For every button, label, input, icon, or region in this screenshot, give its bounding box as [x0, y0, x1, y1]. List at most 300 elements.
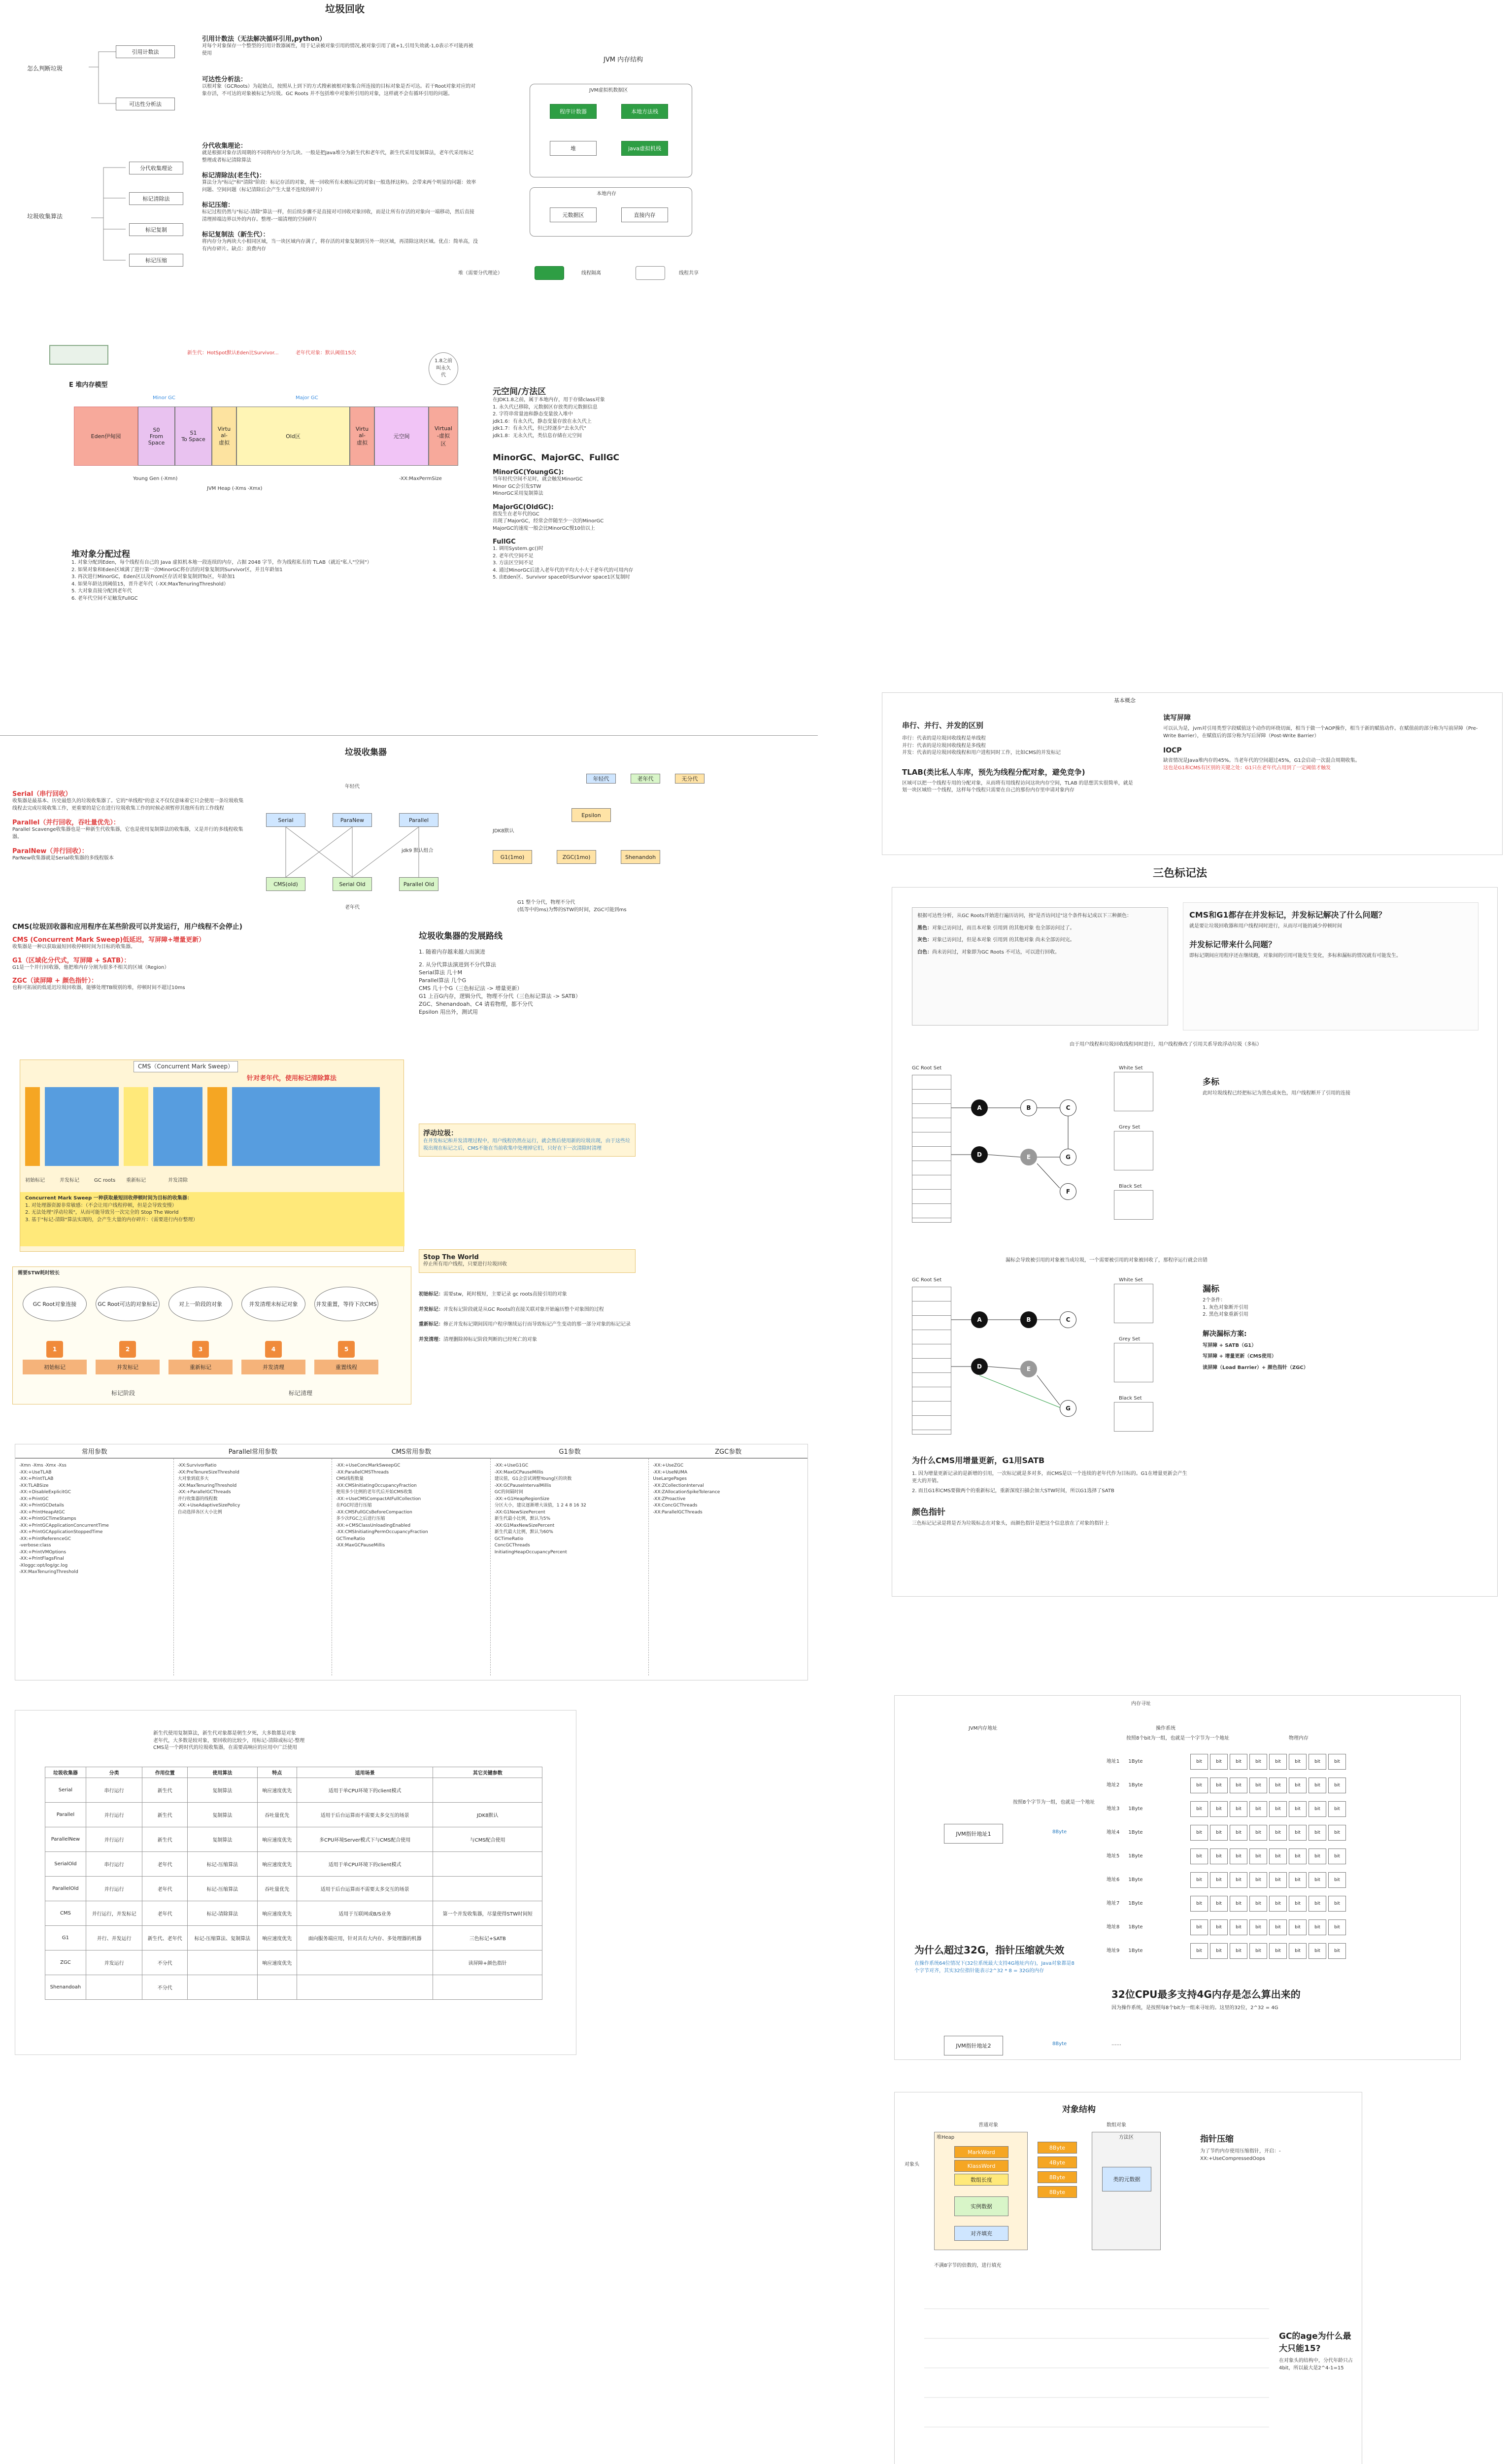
grey-set-box-2 [1114, 1343, 1153, 1382]
step-label-5: 重置线程 [314, 1360, 378, 1374]
mark-copy-box: 标记复制 [129, 223, 183, 236]
param-item: CMS线程数量 [336, 1476, 364, 1481]
jvm-legend-isolated: 线程隔离 [581, 271, 601, 276]
meta-section [493, 384, 769, 582]
table-cell: 并行运行 [86, 1827, 142, 1851]
bit-cell: bit [1190, 1943, 1208, 1959]
mark-phase-label: 标记阶段 [111, 1390, 135, 1397]
table-row [45, 1950, 542, 1975]
param-item: -XX:+UseNUMA [653, 1470, 688, 1475]
bit-cell: bit [1230, 1825, 1247, 1841]
table-cell: CMS [45, 1901, 86, 1925]
bit-cell: bit [1249, 1848, 1267, 1864]
meta-line-5: jdk1.7：有永久代，但已经逐步"去永久代" [493, 426, 587, 431]
jvm-ptr-2: JVM指针地址2 [944, 2036, 1003, 2055]
param-item: -XX:+PrintGCDetails [19, 1503, 64, 1508]
address-row [1107, 1892, 1161, 1916]
table-cell [297, 1975, 433, 1999]
leak-text [1203, 1282, 1478, 1371]
multi-mark-desc: 此时垃圾线程已经把标记为黑色或灰色，用户线程断开了引用的连接 [1203, 1091, 1350, 1096]
node-C: C [1060, 1099, 1076, 1116]
param-item: 建议值，G1会尝试调整Young区的块数 [494, 1476, 572, 1481]
table-row [45, 1901, 542, 1925]
legend-isolated-swatch [535, 266, 564, 280]
tricolor-def-box [912, 907, 1168, 1026]
graph-multi [912, 1065, 1188, 1242]
judge-label: 怎么判断垃圾 [27, 65, 63, 72]
basic-parallel: 并行：代表的是垃圾回收线程是多线程 [902, 743, 986, 749]
detail-2-head: 并发标记： [419, 1306, 443, 1312]
legend-shared-swatch [636, 266, 665, 280]
address-row [1107, 1750, 1161, 1774]
stw-heading: Stop The World [423, 1254, 479, 1261]
table-cell: 复制算法 [187, 1827, 257, 1851]
bit-cell: bit [1328, 1801, 1346, 1817]
th-position: 作用位置 [142, 1767, 187, 1778]
table-row [45, 1827, 542, 1851]
bit-cell: bit [1289, 1943, 1307, 1959]
object-structure-card [894, 2092, 1362, 2464]
fullgc-5: 5. 由Eden区、Survivor space0向Survivor space1区复制时 [493, 575, 630, 580]
native-mem-area [530, 187, 692, 237]
summary-table-card [15, 1710, 576, 2055]
node-C2: C [1060, 1311, 1076, 1328]
black-set-box-2 [1114, 1402, 1153, 1432]
table-cell: JDK8默认 [433, 1802, 542, 1827]
table-cell: 响应速度优先 [257, 1901, 297, 1925]
why-satb-heading: 为什么CMS用增量更新，G1用SATB [912, 1456, 1045, 1465]
majorgc-label: Major GC [296, 395, 318, 401]
step-bubble-5: 并发重置，等待下次CMS [314, 1287, 378, 1321]
cms-diagram-title: CMS（Concurrent Mark Sweep） [134, 1061, 238, 1072]
step-label-3: 重新标记 [168, 1360, 233, 1374]
why-satb-1: 1. 因为增量更新记录的是新增的引用，一次标记就是多对多，而CMS是以一个连续的老年代作为目标的。G1在增量更新会产生更大的开销。 [912, 1471, 1187, 1484]
tricolor-intro: 根据可达性分析，从GC Roots开始进行遍历访问，按"是否访问过"这个条件标记成以下三种颜色： [917, 913, 1132, 919]
refcount-desc: 对每个对象保存一个整型的引用计数器属性，用于记录被对象引用的情况,被对象引用了就+1,引用失效就-1,0表示不可能再被使用 [202, 43, 473, 56]
bit-cell: bit [1210, 1825, 1228, 1841]
leak-solution-heading: 解决漏标方案: [1203, 1330, 1247, 1338]
address-row [1107, 1916, 1161, 1939]
gray-label: 灰色： [917, 937, 932, 943]
klassword-box: KlassWord [954, 2160, 1008, 2172]
param-item: -XX:+PrintGCTimeStamps [19, 1516, 76, 1521]
young-gen-title: 年轻代 [345, 784, 360, 789]
mark-compact-box: 标记压缩 [129, 254, 183, 267]
param-item: -XX:MaxTenuringThreshold [19, 1570, 78, 1574]
bit-cell: bit [1289, 1801, 1307, 1817]
table-cell: Parallel [45, 1802, 86, 1827]
param-item: -XX:+DisableExplicitGC [19, 1490, 71, 1495]
cms-process-card [12, 1266, 411, 1404]
cms-step-1 [23, 1341, 87, 1374]
param-item: -XX:+UseAdaptiveSizePolicy [177, 1503, 240, 1508]
collectors-text [12, 788, 244, 862]
collectors-title: 垃圾收集器 [345, 748, 387, 757]
table-row [45, 1778, 542, 1802]
bit-cell: bit [1309, 1801, 1326, 1817]
young-gen-label: Young Gen (-Xmn) [133, 476, 178, 481]
table-cell: G1 [45, 1925, 86, 1950]
gcroot-set-label-2: GC Root Set [912, 1277, 942, 1283]
detail-2-desc: 并发标记阶段就是从GC Roots的直接关联对象开始遍历整个对象图的过程 [443, 1306, 604, 1312]
table-cell: Shenandoah [45, 1975, 86, 1999]
param-item: GC的间隔时间 [494, 1490, 524, 1495]
table-row [45, 1802, 542, 1827]
ptr-hint: 按照8个字节为一组，也就是一个地址 [1013, 1800, 1095, 1805]
mark-copy-desc: 将内存分为两块大小相同区域，当一块区域内存满了，将存活的对象复制到另外一块区域，再清除这块区域。优点：简单高，没有内存碎片。缺点：浪费内存 [202, 239, 478, 252]
table-cell [433, 1778, 542, 1802]
node-g1: G1(1mo) [493, 850, 532, 864]
white-set-label: White Set [1119, 1065, 1143, 1071]
table-cell: SerialOld [45, 1851, 86, 1876]
param-item: -XX:+PrintHeapAtGC [19, 1509, 65, 1515]
table-intro-2: 老年代，大多数是较对象，要回收的比较少，用标记-清除或标记-整理 [153, 1738, 305, 1744]
cms-step-row [23, 1341, 378, 1374]
bit-cell: bit [1269, 1754, 1287, 1770]
param-head-5: ZGC参数 [715, 1448, 742, 1456]
color-pointer-heading: 颜色指针 [912, 1507, 945, 1517]
compress-heading: 指针压缩 [1200, 2134, 1234, 2144]
node-E2: E [1020, 1361, 1037, 1377]
address-label: 地址2 [1107, 1782, 1120, 1788]
memory-addressing-card [894, 1695, 1461, 2060]
bit-cell: bit [1309, 1896, 1326, 1912]
route-5: CMS 几十个G（三色标记法 -> 增量更新） [419, 985, 523, 992]
param-item: -XX:+PrintReferenceGC [19, 1536, 71, 1541]
obj-array-label: 数组对象 [1107, 2122, 1126, 2128]
byte-size-1: 8Byte [1038, 2142, 1077, 2154]
address-label: 地址4 [1107, 1829, 1120, 1835]
bit-cell: bit [1309, 1825, 1326, 1841]
majorgc-heading: MajorGC(OldGC): [493, 503, 554, 511]
direct-mem-box: 直接内存 [621, 207, 668, 222]
tricolor-mid-note2: 漏标会导致被引用的对象被当成垃圾，一个需要被引用的对象被回收了，那程序运行就会出错 [1006, 1258, 1208, 1263]
table-cell: 串行运行 [86, 1778, 142, 1802]
clean-phase-label: 标记清理 [289, 1390, 313, 1397]
bit-cell: bit [1230, 1896, 1247, 1912]
step-num-2: 2 [119, 1341, 136, 1358]
bit-cell: bit [1190, 1896, 1208, 1912]
ptr-8byte-2: 8Byte [1052, 2041, 1067, 2047]
floating-garbage-desc: 在并发标记和并发清理过程中，用户线程仍然在运行，就会然后使用新的垃圾出现，由于这些垃圾出现在标记之后，CMS不能在当前收集中处理掉它们，只好在下一次清除时清理 [423, 1138, 630, 1151]
fullgc-2: 2. 老年代空间不足 [493, 553, 534, 559]
node-F: F [1060, 1183, 1076, 1200]
zgc-desc: 也称可拓展的低延迟垃圾回收器，能够处理TB级别的堆，停顿时间不超过10ms [12, 985, 185, 991]
address-column [1107, 1750, 1161, 1963]
bit-cell: bit [1249, 1896, 1267, 1912]
table-cell: 标记-压缩算法 [187, 1851, 257, 1876]
address-label: 地址3 [1107, 1806, 1120, 1812]
bit-cell: bit [1269, 1896, 1287, 1912]
old-gen-title: 老年代 [345, 905, 360, 910]
cms-step-5 [314, 1341, 378, 1374]
serial-parallel-heading: 串行、并行、并发的区别 [902, 721, 984, 730]
color-pointer-desc: 三色标记记录是将是否为垃圾标志在对象头，而颜色指针是把这个信息放在了对象的指针上 [912, 1520, 1109, 1526]
compress-desc: 为了节约内存使用压缩指针，开启：-XX:+UseCompressedOops [1200, 2149, 1281, 2161]
param-item: -XX:+PrintGCApplicationStoppedTime [19, 1530, 103, 1535]
jvm-panel [517, 39, 729, 251]
param-head-4: G1参数 [559, 1448, 581, 1456]
param-item: -Xmn -Xms -Xmx -Xss [19, 1463, 67, 1468]
bit-cell: bit [1210, 1801, 1228, 1817]
bit-cell: bit [1328, 1896, 1346, 1912]
bit-cell: bit [1328, 1943, 1346, 1959]
param-col-3 [332, 1459, 491, 1676]
table-cell: 新生代 [142, 1778, 187, 1802]
age-text [1279, 2329, 1353, 2372]
route-section [419, 929, 714, 1016]
table-cell: 串行运行 [86, 1851, 142, 1876]
bit-cell: bit [1249, 1872, 1267, 1888]
cms-gcroots-label: GC roots [94, 1178, 116, 1183]
serial-desc: 收集器是最基本、历史最悠久的垃圾收集器了。它的"单线程"的意义不仅仅意味着它只会使用一条垃圾收集线程去完成垃圾收集工作，更重要的是它在进行垃圾收集工作的时候必须暂停其他所有的工作线程 [12, 798, 244, 811]
iocp-heading: IOCP [1163, 747, 1182, 754]
collectors-graph [266, 774, 729, 922]
table-row [45, 1925, 542, 1950]
tricolor-a1: 就是要让垃圾回收器和用户线程同时进行，从而尽可能的减少停顿时间 [1189, 924, 1342, 929]
jvm-heap-label: JVM Heap (-Xms -Xmx) [207, 486, 263, 491]
bit-cell: bit [1269, 1778, 1287, 1793]
alloc-line-6: 6. 老年代空间不足触发FullGC [71, 595, 138, 601]
virtual-meta: Virtual -虚拟 区 [429, 407, 458, 466]
table-cell: 响应速度优先 [257, 1778, 297, 1802]
white-set-label-2: White Set [1119, 1277, 1143, 1283]
mark-copy-heading: 标记复制法（新生代）： [202, 231, 269, 239]
node-parallelold: Parallel Old [399, 877, 438, 891]
bit-cell: bit [1269, 1825, 1287, 1841]
ptr-ellipsis: …… [1111, 2041, 1121, 2047]
table-cell: 适用于单CPU环境下的client模式 [297, 1778, 433, 1802]
tricolor-q2: 并发标记带来什么问题？ [1189, 939, 1276, 949]
jvm-address-label: JVM内存地址 [969, 1726, 998, 1731]
table-cell: 多CPU环境Server模式下与CMS配合使用 [297, 1827, 433, 1851]
alloc-line-2: 2. 如果对象和Eden区域满了进行第一次MinorGC将存活的对象复制到Survivor区，并且年龄加1 [71, 567, 283, 573]
param-item: -XX:+PrintTLAB [19, 1476, 54, 1481]
table-intro-1: 新生代使用复制算法，新生代对象都是朝生夕死，大多数都是对象 [153, 1731, 296, 1736]
param-item: -XX:+ParallelGCThreads [177, 1490, 231, 1495]
param-item: 并行收集器的线程数 [177, 1496, 218, 1502]
tricolor-a2: 即标记期间应用程序还在继续跑，对象间的引用可能发生变化，多标和漏标的情况就有可能发生。 [1189, 953, 1401, 958]
param-item: -XX:+CMSClassUnloadingEnabled [336, 1523, 411, 1528]
node-B2: B [1020, 1311, 1037, 1328]
cms-diagram-card [20, 1060, 404, 1252]
barrier-desc: 可以认为是，jvm对引用类型字段赋值这个动作的环绕切面，相当于做一个AOP操作，相当于新的赋值动作。在赋值前的部分称为写前屏障（Pre-Write Barrier），在赋值后的部分称为写后屏障（Post-Write Barrier） [1163, 726, 1478, 739]
table-cell [433, 1876, 542, 1901]
bit-cell: bit [1328, 1848, 1346, 1864]
table-cell: 老年代 [142, 1876, 187, 1901]
gcroot-set-label: GC Root Set [912, 1065, 942, 1071]
meta-line-2: 1. 永久代已移除，元数据区存放类的元数据信息 [493, 404, 598, 410]
byte-label: 1Byte [1128, 1948, 1143, 1953]
jvm-data-area-label: JVM虚拟机数据区 [589, 88, 628, 93]
bit-cell: bit [1190, 1872, 1208, 1888]
address-row [1107, 1797, 1161, 1821]
param-item: -XX:ZCollectionInterval [653, 1483, 704, 1488]
table-cell: 标记-清除算法 [187, 1901, 257, 1925]
serial-heading: Serial（串行回收） [12, 790, 72, 798]
memory-grid [1190, 1750, 1353, 1972]
route-title: 垃圾收集器的发展路线 [419, 931, 503, 941]
fullgc-heading: FullGC [493, 538, 516, 546]
table-cell: 并发运行 [86, 1950, 142, 1975]
majorgc-2: 出现了MajorGC，经常会伴随至少一次的MinorGC [493, 518, 604, 524]
obj-heap-box [934, 2132, 1028, 2250]
param-head-1: 常用参数 [81, 1448, 107, 1456]
cms-heading: CMS (Concurrent Mark Sweep)低延迟，写屏障+增量更新） [12, 936, 205, 944]
cms-phase-2: 并发标记 [60, 1178, 79, 1183]
cms-phase-bars [25, 1087, 400, 1171]
leak-solution-3: 读屏障（Load Barrier）+ 颜色指针（ZGC） [1203, 1365, 1309, 1370]
collect-texts [202, 140, 478, 253]
table-cell: 复制算法 [187, 1778, 257, 1802]
bit-cell: bit [1210, 1943, 1228, 1959]
table-intro-3: CMS是一个跨时代的垃圾收集器，在需要高响应的应用中广泛使用 [153, 1745, 297, 1750]
table-cell: 面向服务端应用，针对具有大内存、多处理器的机器 [297, 1925, 433, 1950]
param-item: -XX:G1NewSizePercent [494, 1509, 545, 1515]
collectors-edges [266, 774, 498, 902]
ptr-q1-desc: 在操作系统64位情况下(32位系统最大支持4G地址内存)，Java对象都是8个字节对齐，其实32位指针能表示2^32 * 8 = 32G的内存 [914, 1961, 1074, 1974]
ptr-q2-desc: 因为操作系统，是按照每8个bit为一组来寻址的。这里的32位，2^32 = 4G [1111, 2005, 1278, 2011]
markword-box: MarkWord [954, 2146, 1008, 2158]
byte-size-3: 8Byte [1038, 2171, 1077, 2183]
bit-cell: bit [1190, 1754, 1208, 1770]
param-item: -XX:SurvivorRatio [177, 1463, 217, 1468]
obj-bytes [1038, 2142, 1077, 2198]
reachability-box: 可达性分析法 [116, 98, 175, 110]
maxperm-label: -XX:MaxPermSize [399, 476, 442, 481]
white-set-box-2 [1114, 1284, 1153, 1323]
param-item: -XX:ParallelCMSThreads [336, 1470, 389, 1475]
tlab-heading: TLAB(类比私人车库，预先为线程分配对象，避免竞争) [902, 767, 1085, 777]
cms-note-4: 3. 基于"标记-清除"算法实现的，会产生大量的内存碎片：（需要进行内存整理） [25, 1217, 198, 1223]
fullgc-1: 1. 调用System.gc()时 [493, 546, 543, 551]
black-set-label-2: Black Set [1119, 1396, 1142, 1401]
param-item: -XX:CMSInitiatingPermOccupancyFraction [336, 1530, 428, 1535]
meta-region: 元空间 [374, 407, 429, 466]
cms-yellow-note [20, 1192, 404, 1246]
obj-header-label: 对象头 [905, 2162, 919, 2167]
judge-connectors [89, 49, 118, 108]
bit-cell: bit [1230, 1872, 1247, 1888]
bit-cell: bit [1289, 1919, 1307, 1935]
table-cell [297, 1950, 433, 1975]
param-item: UseLargePages [653, 1476, 687, 1481]
byte-label: 1Byte [1128, 1758, 1143, 1764]
bit-cell: bit [1190, 1778, 1208, 1793]
jvm-legend-shared: 线程共享 [679, 271, 699, 276]
table-cell: 响应速度优先 [257, 1851, 297, 1876]
cms-stw-hint: 需要STW耗时较长 [18, 1270, 60, 1276]
param-item: -XX:+PrintGC [19, 1496, 49, 1502]
address-row [1107, 1821, 1161, 1845]
table-cell: 新生代、老年代 [142, 1925, 187, 1950]
step-num-3: 3 [192, 1341, 209, 1358]
bit-cell: bit [1190, 1801, 1208, 1817]
param-item: -XX:+G1HeapRegionSize [494, 1496, 550, 1502]
param-col-5 [649, 1459, 807, 1676]
section-divider [0, 735, 818, 736]
meta-line-6: jdk1.8：无永久代，类信息存储在元空间 [493, 433, 582, 439]
step-label-1: 初始标记 [23, 1360, 87, 1374]
param-item: -XX:+UseG1GC [494, 1463, 529, 1468]
collect-label: 垃圾收集算法 [27, 213, 63, 220]
table-cell: 并行运行 [86, 1802, 142, 1827]
th-feature: 特点 [257, 1767, 297, 1778]
param-item: -verbose:class [19, 1543, 51, 1548]
bit-cell: bit [1210, 1896, 1228, 1912]
bit-cell: bit [1269, 1872, 1287, 1888]
detail-3-desc: 修正并发标记期间因用户程序继续运行而导致标记产生变动的那一部分对象的标记记录 [443, 1322, 631, 1327]
basic-left [902, 720, 1134, 794]
th-algorithm: 使用算法 [187, 1767, 257, 1778]
collector-table [45, 1767, 542, 2000]
param-item: 新生代最大比例，默认为60% [494, 1530, 553, 1535]
mark-sweep-desc: 算法分为"标记"和"清除"阶段：标记存活的对象，统一回收所有未被标记的对象(一般选择这种)。会带来两个明显的问题：效率问题、空间问题（标记清除后会产生大量不连续的碎片） [202, 180, 476, 193]
iocp-red-note: 这也是G1和CMS有区别的关键之处：G1只在老年代占用到了一定阈值才触发 [1163, 765, 1331, 771]
class-meta-box: 类的元数据 [1102, 2167, 1151, 2191]
byte-label: 1Byte [1128, 1853, 1143, 1859]
byte-label: 1Byte [1128, 1782, 1143, 1788]
cms-note-2: 1. 对处理器资源非常敏感：（不会让用户线程停顿，但是会导致变慢） [25, 1202, 177, 1208]
bit-cell: bit [1309, 1778, 1326, 1793]
g1-heading: G1（区域化分代式，写屏障 + SATB）： [12, 957, 131, 964]
refcount-box: 引用计数法 [116, 45, 175, 58]
step-bubble-2: GC Root可达的对象标记 [96, 1287, 160, 1321]
route-2: 2. 从分代算法演进到不分代算法 [419, 961, 496, 968]
table-cell: 新生代 [142, 1827, 187, 1851]
jdk9-default: jdk9 默认组合 [402, 848, 434, 854]
param-item: -XX:+UseCMSCompactAtFullCollection [336, 1496, 421, 1502]
param-item: -XX:+PrintGCApplicationConcurrentTime [19, 1523, 109, 1528]
gc-title: 垃圾回收 [325, 3, 365, 15]
address-label: 地址8 [1107, 1924, 1120, 1930]
detail-1-head: 初始标记： [419, 1292, 443, 1297]
old-region: Old区 [236, 407, 350, 466]
table-cell: 适用于后台运算而不需要太多交互的场景 [297, 1876, 433, 1901]
bit-cell: bit [1328, 1754, 1346, 1770]
table-row [45, 1876, 542, 1901]
table-cell: 响应速度优先 [257, 1925, 297, 1950]
stw-desc: 停止所有用户线程，只要进行垃圾回收 [423, 1262, 507, 1267]
why-satb-2: 2. 而且G1和CMS要做两个的重新标记，重新深度扫描会加大STW时间，所以G1选择了SATB [912, 1488, 1114, 1494]
jvm-data-area [530, 84, 692, 177]
param-item: -XX:CMSFullGCsBeforeCompaction [336, 1509, 412, 1515]
majorgc-3: MajorGC的速度一般会比MinorGC慢10倍以上 [493, 525, 595, 531]
bit-cell: bit [1210, 1872, 1228, 1888]
heap-red-note2: 老年代对象：默认阈值15次 [296, 350, 356, 356]
zgc-heading: ZGC（读屏障 + 颜色指针）： [12, 977, 98, 985]
basic-title: 基本概念 [1114, 697, 1136, 704]
table-cell: 第一个并发收集器，尽量使得STW时间短 [433, 1901, 542, 1925]
route-4: Parallel算法 几个G [419, 977, 467, 984]
table-cell: 标记-压缩算法、复制算法 [187, 1925, 257, 1950]
minorgc-label: Minor GC [153, 395, 175, 401]
table-cell: 适用于互联网或B/S业务 [297, 1901, 433, 1925]
table-cell: 不分代 [142, 1950, 187, 1975]
leak-solution-2: 写屏障 + 增量更新（CMS使用） [1203, 1354, 1276, 1359]
byte-label: 1Byte [1128, 1806, 1143, 1812]
byte-size-4: 8Byte [1038, 2186, 1077, 2198]
heap-title: E 堆内存模型 [69, 381, 108, 389]
tricolor-title: 三色标记法 [1153, 867, 1208, 880]
barrier-heading: 读写屏障 [1163, 714, 1191, 722]
meta-line-4: jdk1.6：有永久代，静态变量存放在永久代上 [493, 418, 592, 424]
table-cell [433, 1851, 542, 1876]
param-item: InitiatingHeapOccupancyPercent [494, 1549, 567, 1555]
method-area-label: 方法区 [1119, 2135, 1134, 2140]
node-cms: CMS(old) [266, 877, 305, 891]
param-head-3: CMS常用参数 [391, 1448, 432, 1456]
